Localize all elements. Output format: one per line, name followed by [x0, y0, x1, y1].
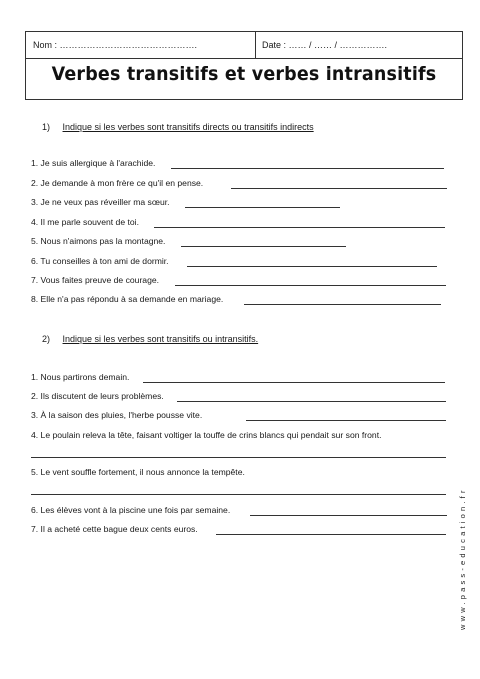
s2-item-7: 7. Il a acheté cette bague deux cents euros. — [31, 524, 198, 534]
section-1-number: 1) — [42, 122, 51, 132]
s1-answer-line-3[interactable] — [185, 207, 340, 208]
section-1-heading — [42, 122, 314, 132]
s2-answer-line-4[interactable] — [31, 457, 446, 458]
s1-answer-line-6[interactable] — [187, 266, 437, 267]
s2-answer-line-3[interactable] — [246, 420, 446, 421]
section-2-heading — [42, 334, 258, 344]
s1-item-5: 5. Nous n'aimons pas la montagne. — [31, 236, 166, 246]
s1-item-8: 8. Elle n'a pas répondu à sa demande en mariage. — [31, 294, 224, 304]
watermark-text: www.pass-education.fr — [458, 487, 467, 630]
s2-item-3: 3. À la saison des pluies, l'herbe pousse vite. — [31, 410, 203, 420]
name-cell — [26, 32, 256, 58]
date-field: Date : …… / …… / ……………. — [262, 40, 388, 50]
s1-answer-line-4[interactable] — [154, 227, 445, 228]
section-1-instruction: Indique si les verbes sont transitifs directs ou transitifs indirects — [62, 122, 314, 132]
s1-answer-line-5[interactable] — [181, 246, 346, 247]
s1-item-6: 6. Tu conseilles à ton ami de dormir. — [31, 256, 169, 266]
header-info-row — [26, 32, 462, 59]
section-2-instruction: Indique si les verbes sont transitifs ou intransitifs. — [62, 334, 259, 344]
s2-item-6: 6. Les élèves vont à la piscine une fois par semaine. — [31, 505, 231, 515]
s2-item-1: 1. Nous partirons demain. — [31, 372, 130, 382]
s1-item-3: 3. Je ne veux pas réveiller ma sœur. — [31, 197, 170, 207]
s2-answer-line-5[interactable] — [31, 494, 446, 495]
name-field: Nom : ………………………………………. — [33, 40, 198, 50]
header-box — [25, 31, 463, 100]
s1-answer-line-1[interactable] — [171, 168, 444, 169]
s2-answer-line-1[interactable] — [143, 382, 445, 383]
section-2-number: 2) — [42, 334, 51, 344]
s1-answer-line-7[interactable] — [175, 285, 446, 286]
s2-answer-line-2[interactable] — [177, 401, 446, 402]
s2-answer-line-6[interactable] — [250, 515, 447, 516]
s2-item-5: 5. Le vent souffle fortement, il nous annonce la tempête. — [31, 467, 245, 477]
s1-answer-line-8[interactable] — [244, 304, 441, 305]
s1-item-7: 7. Vous faites preuve de courage. — [31, 275, 160, 285]
s2-item-4: 4. Le poulain releva la tête, faisant voltiger la touffe de crins blancs qui pendait sur son front. — [31, 430, 382, 440]
s2-answer-line-7[interactable] — [216, 534, 446, 535]
s2-item-2: 2. Ils discutent de leurs problèmes. — [31, 391, 164, 401]
s1-item-4: 4. Il me parle souvent de toi. — [31, 217, 139, 227]
s1-item-2: 2. Je demande à mon frère ce qu'il en pense. — [31, 178, 204, 188]
s1-answer-line-2[interactable] — [231, 188, 447, 189]
s1-item-1: 1. Je suis allergique à l'arachide. — [31, 158, 156, 168]
page-title: Verbes transitifs et verbes intransitifs — [51, 63, 437, 85]
